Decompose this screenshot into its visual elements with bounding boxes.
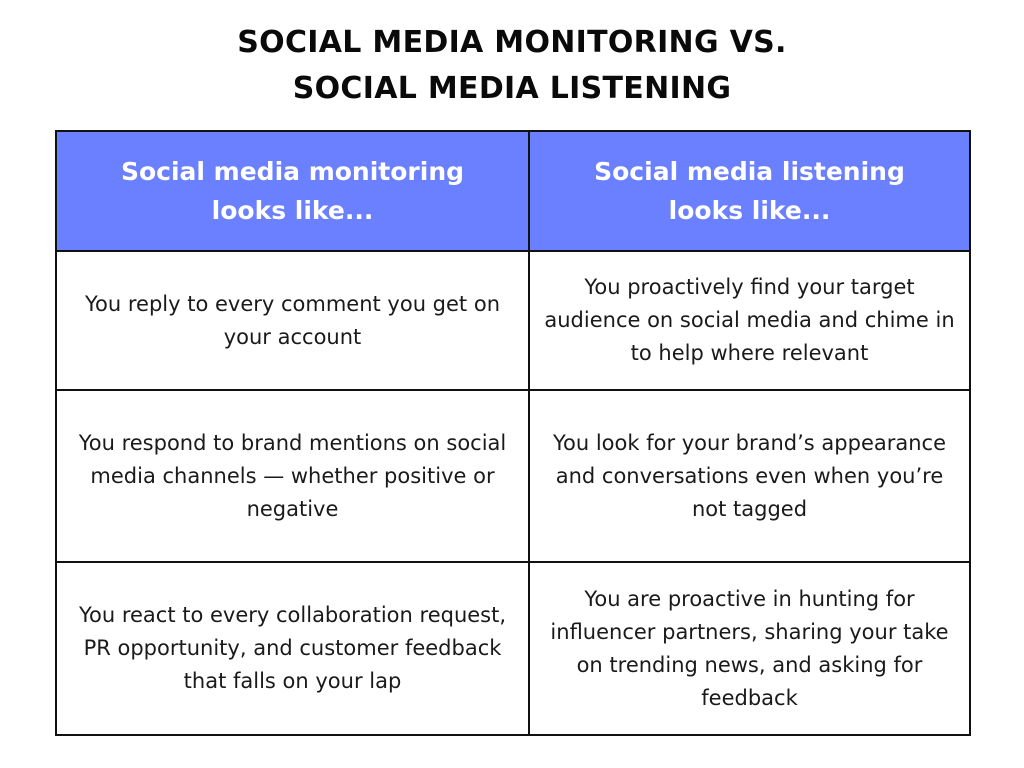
header-listening-line-2: looks like... bbox=[668, 196, 831, 225]
table-row bbox=[56, 390, 970, 562]
header-monitoring bbox=[56, 131, 529, 251]
cell-monitoring: You respond to brand mentions on social media channels — whether positive or negative bbox=[56, 390, 529, 562]
title-line-2: SOCIAL MEDIA LISTENING bbox=[292, 71, 732, 106]
header-monitoring-line-1: Social media monitoring bbox=[120, 157, 465, 186]
title-line-1: SOCIAL MEDIA MONITORING VS. bbox=[237, 25, 787, 60]
cell-monitoring: You react to every collaboration request, PR opportunity, and customer feedback that falls on your lap bbox=[56, 562, 529, 735]
comparison-table bbox=[55, 130, 971, 736]
table-row bbox=[56, 562, 970, 735]
table-header-row bbox=[56, 131, 970, 251]
cell-monitoring: You reply to every comment you get on your account bbox=[56, 251, 529, 390]
cell-listening: You are proactive in hunting for influencer partners, sharing your take on trending news, and asking for feedback bbox=[529, 562, 970, 735]
cell-listening: You proactively find your target audience on social media and chime in to help where relevant bbox=[529, 251, 970, 390]
cell-listening: You look for your brand’s appearance and conversations even when you’re not tagged bbox=[529, 390, 970, 562]
page-title bbox=[0, 20, 1024, 112]
header-listening bbox=[529, 131, 970, 251]
header-monitoring-line-2: looks like... bbox=[211, 196, 374, 225]
header-listening-line-1: Social media listening bbox=[594, 157, 905, 186]
table-row bbox=[56, 251, 970, 390]
